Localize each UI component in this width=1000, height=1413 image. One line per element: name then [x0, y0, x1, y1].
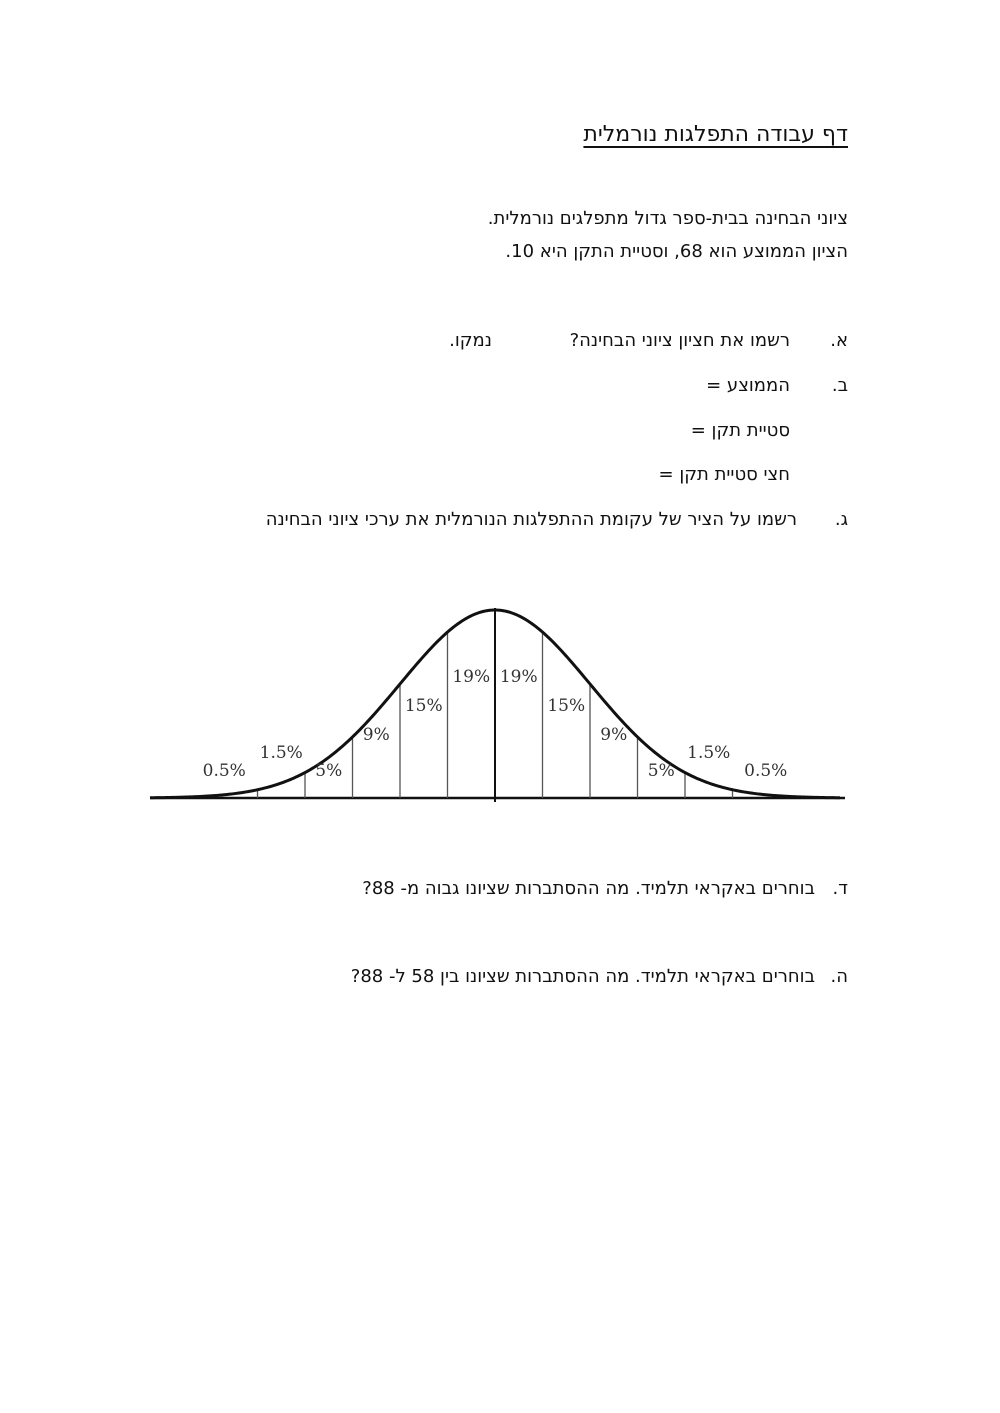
question-b-letter: ב. — [831, 375, 848, 396]
intro-line-2: הציון הממוצע הוא 68, וסטיית התקן היא 10. — [505, 241, 848, 262]
intro-line-1: ציוני הבחינה בבית-ספר גדול מתפלגים נורמלית. — [487, 208, 848, 229]
question-b-mean: הממוצע = — [706, 375, 790, 396]
question-a-letter: א. — [830, 330, 848, 351]
segment-label: 9% — [362, 725, 390, 745]
segment-label: 1.5% — [687, 743, 731, 763]
question-a-text: רשמו את חציון ציוני הבחינה? — [569, 330, 790, 351]
question-c-text: רשמו על הציר של עקומת ההתפלגות הנורמלית את ערכי ציוני הבחינה — [265, 509, 797, 530]
normal-distribution-chart — [150, 600, 850, 825]
question-e-letter: ה. — [830, 966, 848, 987]
chart-layer — [150, 608, 845, 802]
question-b-sd: סטיית תקן = — [690, 420, 790, 441]
segment-label: 5% — [647, 761, 675, 781]
page-title: דף עבודה התפלגות נורמלית — [583, 122, 848, 147]
segment-label: 9% — [600, 725, 628, 745]
question-e-text: בוחרים באקראי תלמיד. מה ההסתברות שציונו בין 58 ל- 88? — [350, 966, 815, 987]
segment-label: 15% — [404, 696, 443, 716]
segment-label: 19% — [452, 667, 491, 687]
question-c-letter: ג. — [834, 509, 848, 530]
question-a-reason: נמקו. — [449, 330, 492, 351]
question-d-text: בוחרים באקראי תלמיד. מה ההסתברות שציונו גבוה מ- 88? — [362, 878, 815, 899]
question-b-half-sd: חצי סטיית תקן = — [658, 464, 790, 485]
segment-label: 19% — [499, 667, 538, 687]
segment-label: 15% — [547, 696, 586, 716]
segment-label: 5% — [315, 761, 343, 781]
segment-label: 0.5% — [744, 761, 788, 781]
segment-label: 0.5% — [202, 761, 246, 781]
segment-label: 1.5% — [259, 743, 303, 763]
question-d-letter: ד. — [832, 878, 848, 899]
